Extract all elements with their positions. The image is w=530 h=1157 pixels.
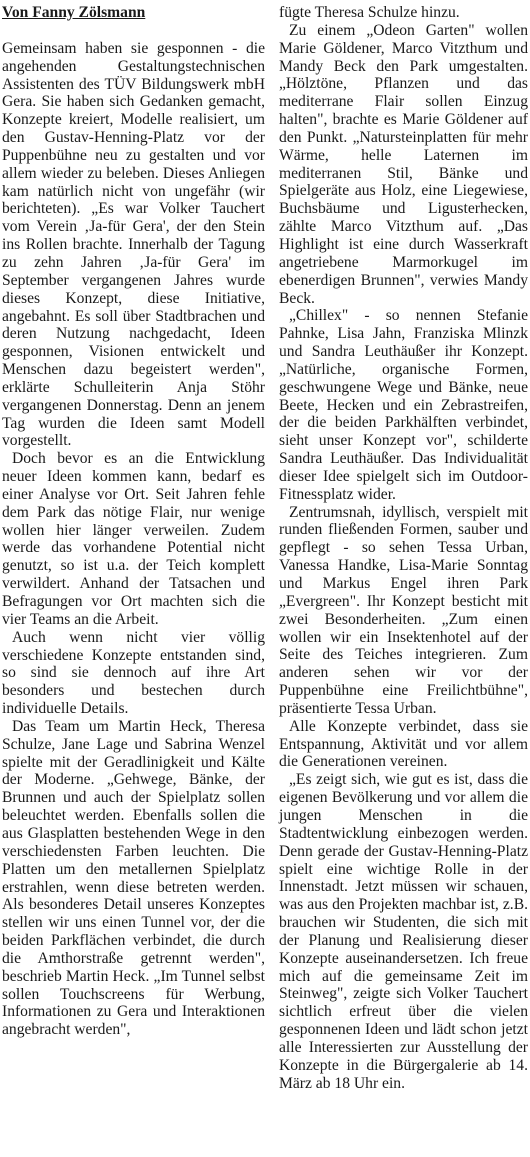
paragraph: „Chillex" - so nennen Stefanie Pahnke, Lisa Jahn, Franziska Mlinzk und Sandra Leuthäußer ihr Konzept. „Natürliche, organische Formen, geschwungene Wege und Bänke, neue Beete, Hecken und ein Zebrastreifen, der die beiden Parkhälften verbindet, sieht unser Konzept vor", schilderte Sandra Leuthäußer. Das Individualität dieser Idee spielgelt sich im Outdoor-Fitnessplatz wider. [279,307,528,503]
article-column-left [2,4,265,1039]
byline: Von Fanny Zölsmann [2,4,146,21]
paragraph: Das Team um Martin Heck, Theresa Schulze, Jane Lage und Sabrina Wenzel spielte mit der Geradlinigkeit und Kälte der Moderne. „Gehwege, Bänke, der Brunnen und auch der Spielplatz sollen beleuchtet werden. Ebenfalls sollen die aus Glasplatten bestehenden Wege in den verschiedensten Farben leuchten. Die Platten um den metallernen Spielplatz erstrahlen, wenn diese betreten werden. Als besonderes Detail unseres Konzeptes stellen wir uns einen Tunnel vor, der die beiden Parkflächen verbindet, die durch die Amthorstraße getrennt werden", beschrieb Martin Heck. „Im Tunnel selbst sollen Touchscreens für Werbung, Informationen zu Gera und Interaktionen angebracht werden", [2,717,265,1039]
paragraph: Zentrumsnah, idyllisch, verspielt mit runden fließenden Formen, sauber und gepflegt - so sehen Tessa Urban, Vanessa Handke, Lisa-Marie Sonntag und Markus Engel ihren Park „Evergreen". Ihr Konzept besticht mit zwei Besonderheiten. „Zum einen wollen wir ein Insektenhotel auf der Seite des Teiches integrieren. Zum anderen sehen wir vor der Puppenbühne eine Freilichtbühne", präsentierte Tessa Urban. [279,503,528,717]
paragraph: Auch wenn nicht vier völlig verschiedene Konzepte entstanden sind, so sind sie dennoch auf ihre Art besonders und bestechen durch individuelle Details. [2,628,265,718]
paragraph: Doch bevor es an die Entwicklung neuer Ideen kommen kann, bedarf es einer Analyse vor Ort. Seit Jahren fehle dem Park das nötige Flair, nur wenige wollen hier länger verweilen. Zudem werde das vorhandene Potential nicht genutzt, so ist u.a. der Teich komplett verwildert. Anhand der Tatsachen und Befragungen vor Ort machten sich die vier Teams an die Arbeit. [2,450,265,628]
article-column-right [279,4,528,1092]
paragraph: „Es zeigt sich, wie gut es ist, dass die eigenen Bevölkerung und vor allem die jungen Menschen in die Stadtentwicklung einbezogen werden. Denn gerade der Gustav-Henning-Platz spielt eine wichtige Rolle in der Innenstadt. Jetzt müssen wir schauen, was aus den Projekten machbar ist, z.B. brauchen wir Studenten, die sich mit der Planung und Realisierung dieser Konzepte auseinandersetzen. Ich freue mich auf die gemeinsame Zeit im Steinweg", zeigte sich Volker Tauchert sichtlich erfreut über die vielen gesponnenen Ideen und lädt schon jetzt alle Interessierten zur Ausstellung der Konzepte in die Bürgergalerie ab 14. März ab 18 Uhr ein. [279,771,528,1092]
paragraph: Gemeinsam haben sie gesponnen - die angehenden Gestaltungstechnischen Assistenten des TÜV Bildungswerk mbH Gera. Sie haben sich Gedanken gemacht, Konzepte kreiert, Modelle realisiert, um den Gustav-Henning-Platz vor der Puppenbühne neu zu gestalten und vor allem wieder zu beleben. Dieses Anliegen kam natürlich nicht von ungefähr (wir berichteten). „Es war Volker Tauchert vom Verein ‚Ja-für Gera', der den Stein ins Rollen brachte. Innerhalb der Tagung zu zehn Jahren ‚Ja-für Gera' im September vergangenen Jahres wurde dieses Konzept, diese Initiative, angebahnt. Es soll über Stadtbrachen und deren Nutzung nachgedacht, Ideen gesponnen, Visionen entwickelt und Menschen dazu begeistert werden", erklärte Schulleiterin Anja Stöhr vergangenen Donnerstag. Denn an jenem Tag wurden die Ideen samt Modell vorgestellt. [2,39,265,450]
paragraph: fügte Theresa Schulze hinzu. [279,4,460,21]
paragraph: Zu einem „Odeon Garten" wollen Marie Göldener, Marco Vitzthum und Mandy Beck den Park umgestalten. „Hölztöne, Pflanzen und das mediterrane Flair sollen Einzug halten", brachte es Marie Göldener auf den Punkt. „Natursteinplatten für mehr Wärme, helle Laternen im mediterranen Stil, Bänke und Spielgeräte aus Holz, eine Liegewiese, Buchsbäume und Ligusterhecken, zählte Marco Vitzthum auf. „Das Highlight ist eine durch Wasserkraft angetriebene Marmorkugel im ebenerdigen Brunnen", verwies Mandy Beck. [279,21,528,307]
paragraph: Alle Konzepte verbindet, dass sie Entspannung, Aktivität und vor allem die Generationen vereinen. [279,717,528,771]
